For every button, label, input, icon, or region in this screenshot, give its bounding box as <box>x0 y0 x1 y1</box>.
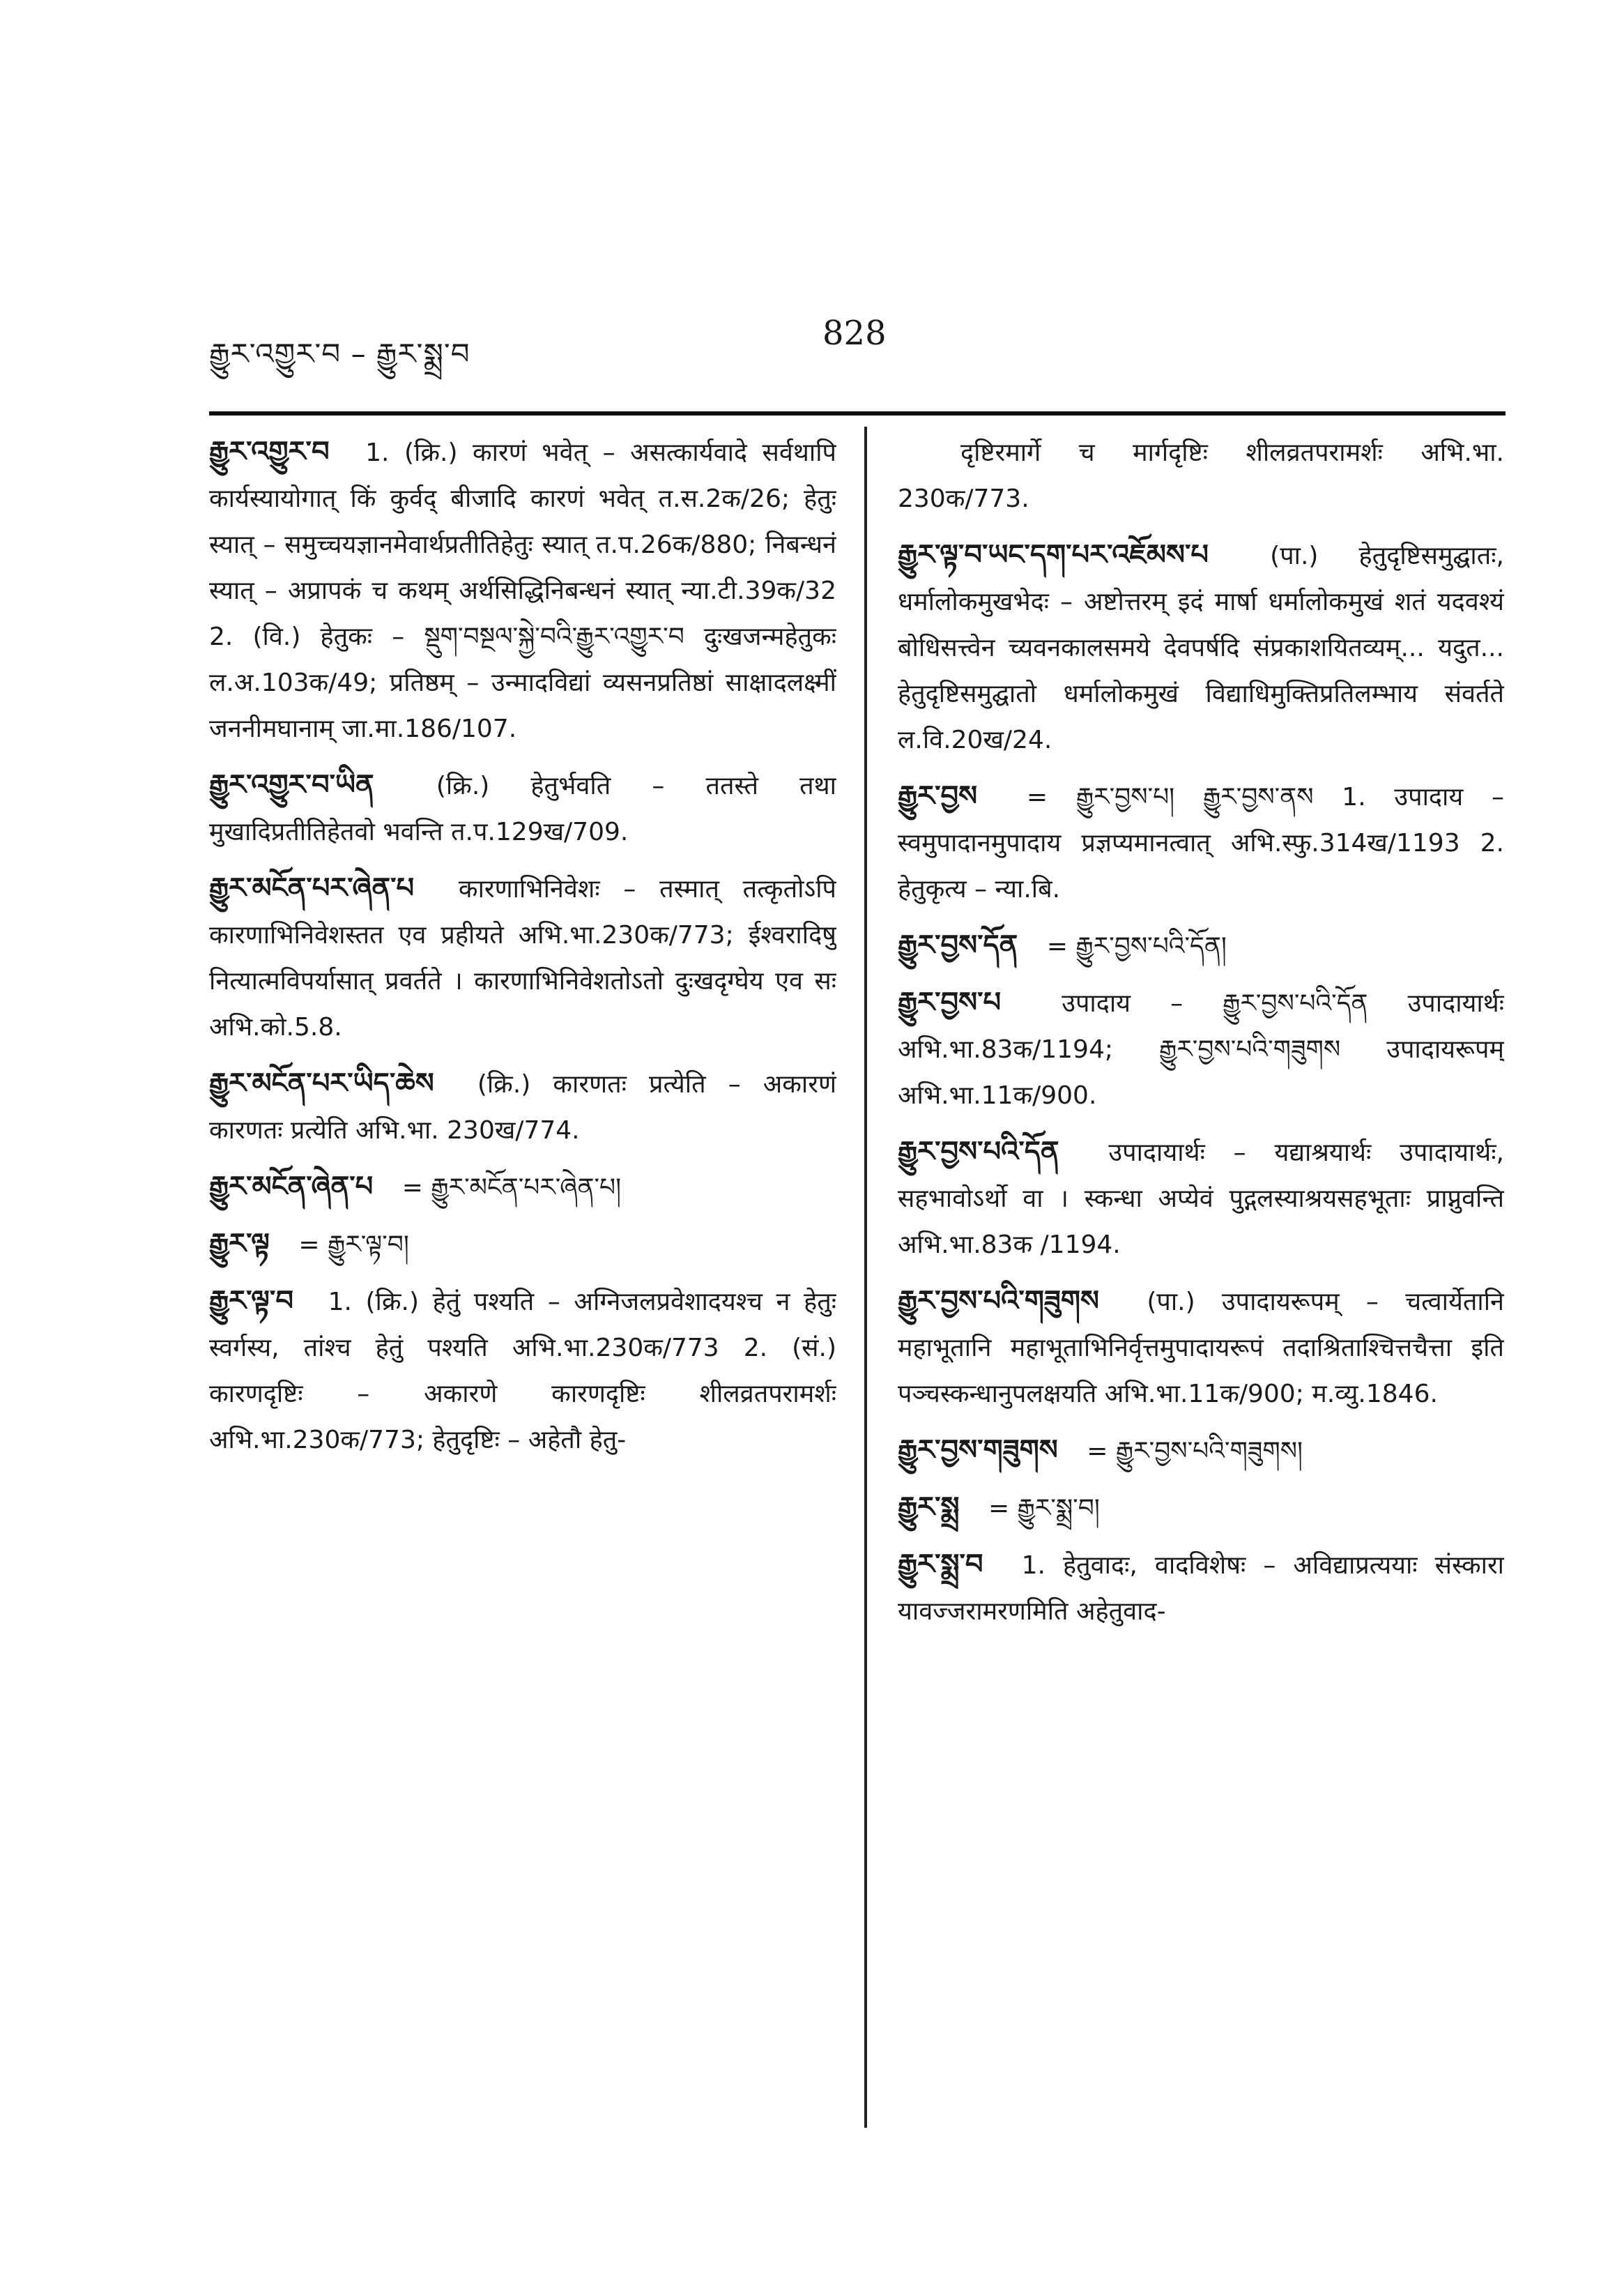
entry-body: 1. (क्रि.) हेतुं पश्यति – अग्निजलप्रवेशादयश्च न हेतुः स्वर्गस्य, तांश्च हेतुं पश्यति अभि.भा.230क/773 2. (सं.) कारणदृष्टिः – अकारणे कारणदृष्टिः शीलव्रतपरामर्शः अभि.भा.230क/773; हेतुदृष्टिः – अहेतौ हेतु- <box>209 1288 836 1454</box>
page-header <box>209 307 1506 370</box>
entry-body: उपादायार्थः – यद्याश्रयार्थः उपादायार्थः, सहभावोऽर्थो वा । स्कन्धा अप्येवं पुद्गलस्याश्रयसहभूताः प्राप्नुवन्ति अभि.भा.83क /1194. <box>898 1138 1504 1259</box>
dictionary-entry <box>898 980 1504 1119</box>
entry-body: (क्रि.) कारणतः प्रत्येति – अकारणं कारणतः प्रत्येति अभि.भा. 230ख/774. <box>209 1070 836 1145</box>
entry-headword: རྒྱུར་སྨྲ་བ <box>898 1548 983 1580</box>
dictionary-entry <box>898 773 1504 913</box>
running-head: རྒྱུར་འགྱུར་བ – རྒྱུར་སྨྲ་བ <box>209 337 470 371</box>
entry-body: = རྒྱུར་བྱས་པ། རྒྱུར་བྱས་ནས 1. उपादाय – स्वमुपादानमुपादाय प्रज्ञप्यमानत्वात् अभि.स्फु.314ख/1193 2. हेतुकृत्य – न्या.बि. <box>898 783 1504 904</box>
entry-headword: རྒྱུར་ལྟ་བ <box>209 1285 293 1317</box>
entry-headword: རྒྱུར་མངོན་ཞེན་པ <box>209 1171 374 1203</box>
page-number: 828 <box>822 314 887 353</box>
entry-headword: རྒྱུར་བྱས་དོན <box>898 929 1018 961</box>
dictionary-entry <box>898 922 1504 970</box>
entry-body: = རྒྱུར་བྱས་པའི་དོན། <box>1046 932 1227 961</box>
right-column <box>898 429 1504 2130</box>
entry-headword: རྒྱུར་བྱས <box>898 780 978 812</box>
dictionary-entry <box>898 1484 1504 1532</box>
entry-body: = རྒྱུར་མངོན་པར་ཞེན་པ། <box>401 1173 622 1202</box>
dictionary-entry <box>898 1541 1504 1635</box>
dictionary-entry <box>209 1278 836 1463</box>
entry-body: दृष्टिरमार्गे च मार्गदृष्टिः शीलव्रतपरामर्शः अभि.भा. 230क/773. <box>898 439 1504 513</box>
entry-headword: རྒྱུར་བྱས་པ <box>898 986 1002 1019</box>
dictionary-entry <box>209 429 836 752</box>
entry-body: = རྒྱུར་སྨྲ་བ། <box>988 1494 1100 1523</box>
entry-body: उपादाय – རྒྱུར་བྱས་པའི་དོན उपादायार्थः अभि.भा.83क/1194; རྒྱུར་བྱས་པའི་གཟུགས उपादायरूपम् अभि.भा.11क/900. <box>898 989 1504 1110</box>
dictionary-entry <box>209 865 836 1051</box>
entry-headword: རྒྱུར་ལྟ་བ་ཡང་དག་པར་འཇོམས་པ <box>898 539 1209 571</box>
entry-body: 1. (क्रि.) कारणं भवेत् – असत्कार्यवादे सर्वथापि कार्यस्यायोगात् किं कुर्वद् बीजादि कारणं भवेत् त.स.2क/26; हेतुः स्यात् – समुच्चयज्ञानमेवार्थप्रतीतिहेतुः स्यात् त.प.26क/880; निबन्धनं स्यात् – अप्रापकं च कथम् अर्थसिद्धिनिबन्धनं स्यात् न्या.टी.39क/32 2. (वि.) हेतुकः – སྡུག་བསྔལ་སྐྱེ་བའི་རྒྱུར་འགྱུར་བ दुःखजन्महेतुकः ल.अ.103क/49; प्रतिष्ठम् – उन्मादविद्यां व्यसनप्रतिष्ठां साक्षादलक्ष्मीं जननीमघानाम् जा.मा.186/107. <box>209 439 836 743</box>
dictionary-entry <box>209 1221 836 1268</box>
entry-body: = རྒྱུར་བྱས་པའི་གཟུགས། <box>1087 1437 1303 1465</box>
entry-headword: རྒྱུར་འགྱུར་བ <box>209 436 330 468</box>
dictionary-entry <box>898 1129 1504 1268</box>
header-rule <box>209 411 1506 416</box>
entry-headword: རྒྱུར་སྨྲ <box>898 1491 960 1523</box>
entry-body: 1. हेतुवादः, वादविशेषः – अविद्याप्रत्ययाः संस्कारा यावज्जरामरणमिति अहेतुवाद- <box>898 1551 1504 1626</box>
entry-body: कारणाभिनिवेशः – तस्मात् तत्कृतोऽपि कारणाभिनिवेशस्तत एव प्रहीयते अभि.भा.230क/773; ईश्वरादिषु नित्यात्मविपर्यासात् प्रवर्तते । कारणाभिनिवेशतोऽतो दुःखदृग्घेय एव सः अभि.को.5.8. <box>209 875 836 1042</box>
entry-headword: རྒྱུར་མངོན་པར་ཡིད་ཆེས <box>209 1067 434 1099</box>
entry-headword: རྒྱུར་བྱས་པའི་དོན <box>898 1136 1059 1168</box>
entry-body: (पा.) हेतुदृष्टिसमुद्घातः, धर्मालोकमुखभेदः – अष्टोत्तरम् इदं मार्षा धर्मालोकमुखं शतं यदवश्यं बोधिसत्त्वेन च्यवनकालसमये देवपर्षदि संप्रकाशयितव्यम्... यदुत... हेतुदृष्टिसमुद्घातो धर्मालोकमुखं विद्याधिमुक्तिप्रतिलम्भाय संवर्तते ल.वि.20ख/24. <box>898 542 1504 754</box>
entry-headword: རྒྱུར་བྱས་པའི་གཟུགས <box>898 1285 1100 1317</box>
dictionary-entry <box>898 1427 1504 1475</box>
dictionary-entry <box>209 762 836 855</box>
left-column <box>209 429 836 2130</box>
dictionary-entry-continued <box>898 429 1504 522</box>
entry-headword: རྒྱུར་མངོན་པར་ཞེན་པ <box>209 872 415 904</box>
column-divider <box>864 427 867 2128</box>
entry-body: = རྒྱུར་ལྟ་བ། <box>298 1231 409 1259</box>
dictionary-entry <box>898 532 1504 763</box>
entry-headword: རྒྱུར་འགྱུར་བ་ཡིན <box>209 769 374 801</box>
dictionary-entry <box>209 1060 836 1154</box>
entry-body: (पा.) उपादायरूपम् – चत्वार्येतानि महाभूतानि महाभूताभिनिर्वृत्तमुपादायरूपं तदाश्रिताश्चित्तचैत्ता इति पञ्चस्कन्धानुपलक्षयति अभि.भा.11क/900; म.व्यु.1846. <box>898 1288 1504 1408</box>
entry-headword: རྒྱུར་ལྟ <box>209 1228 270 1260</box>
entry-headword: རྒྱུར་བྱས་གཟུགས <box>898 1434 1058 1466</box>
dictionary-entry <box>898 1278 1504 1417</box>
dictionary-entry <box>209 1164 836 1211</box>
entry-body: (क्रि.) हेतुर्भवति – ततस्ते तथा मुखादिप्रतीतिहेतवो भवन्ति त.प.129ख/709. <box>209 772 836 846</box>
